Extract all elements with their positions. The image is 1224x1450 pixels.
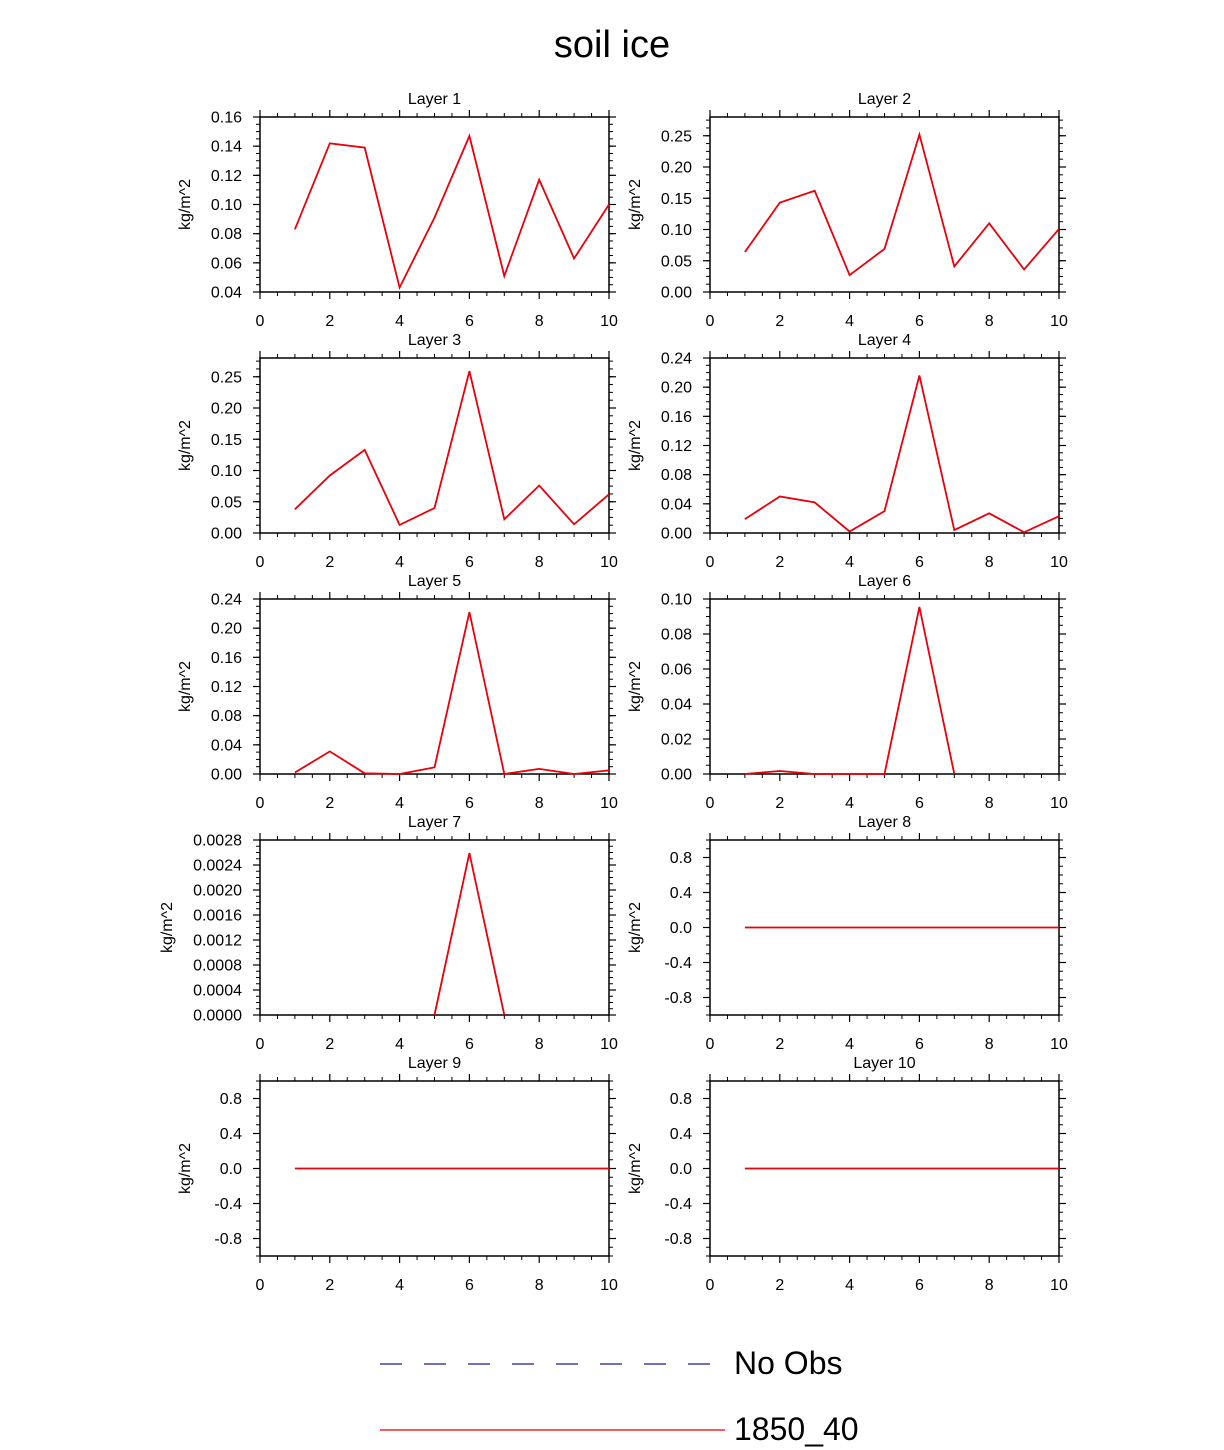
plot-frame xyxy=(260,840,609,1015)
y-axis-label: kg/m^2 xyxy=(627,178,644,231)
x-tick-label: 6 xyxy=(464,795,474,812)
y-tick-label: 0.25 xyxy=(210,369,242,387)
y-tick-label: 0.04 xyxy=(660,496,692,514)
x-tick-label: 2 xyxy=(775,313,785,330)
y-tick-label: 0.15 xyxy=(210,431,242,449)
x-tick-label: 2 xyxy=(325,554,335,571)
plot-frame xyxy=(260,599,609,774)
x-tick-label: 0 xyxy=(705,554,715,571)
y-tick-label: -0.8 xyxy=(664,990,692,1007)
y-tick-label: 0.10 xyxy=(210,463,242,480)
x-tick-label: 4 xyxy=(845,554,855,571)
y-tick-label: 0.4 xyxy=(219,1126,242,1143)
y-tick-label: 0.12 xyxy=(210,679,242,696)
chart-panel xyxy=(627,332,1068,571)
x-tick-label: 0 xyxy=(255,1277,265,1294)
x-tick-label: 6 xyxy=(464,1277,474,1294)
chart-panel xyxy=(177,91,618,330)
y-tick-label: 0.12 xyxy=(210,167,242,185)
y-tick-label: 0.20 xyxy=(660,159,692,177)
y-tick-label: 0.12 xyxy=(660,438,692,455)
series-line xyxy=(435,853,505,1015)
x-tick-label: 4 xyxy=(395,1036,405,1053)
y-axis-label: kg/m^2 xyxy=(627,419,644,472)
x-tick-label: 0 xyxy=(255,795,265,812)
plot-frame xyxy=(710,117,1059,292)
x-tick-label: 0 xyxy=(255,554,265,571)
chart-panel xyxy=(627,91,1068,330)
x-tick-label: 8 xyxy=(534,1277,544,1294)
x-tick-label: 4 xyxy=(845,1036,855,1053)
y-tick-label: 0.24 xyxy=(660,350,692,368)
series-line xyxy=(295,612,609,774)
x-tick-label: 10 xyxy=(1050,313,1068,330)
plot-frame xyxy=(260,117,609,292)
y-tick-label: 0.08 xyxy=(660,626,692,644)
y-tick-label: 0.00 xyxy=(210,766,242,784)
x-tick-label: 10 xyxy=(1050,1036,1068,1053)
x-tick-label: 6 xyxy=(464,313,474,330)
y-tick-label: 0.0008 xyxy=(193,957,242,975)
y-tick-label: 0.06 xyxy=(660,661,692,679)
x-tick-label: 2 xyxy=(325,313,335,330)
y-tick-label: 0.04 xyxy=(210,737,242,755)
panel-title: Layer 9 xyxy=(407,1055,462,1072)
x-tick-label: 10 xyxy=(600,795,618,812)
panel-title: Layer 6 xyxy=(857,573,912,590)
x-tick-label: 8 xyxy=(534,1036,544,1053)
y-tick-label: 0.02 xyxy=(660,731,692,749)
panel-title: Layer 4 xyxy=(857,332,912,349)
panel-title: Layer 10 xyxy=(853,1055,916,1072)
series-line xyxy=(745,607,954,774)
panel-title: Layer 3 xyxy=(407,332,462,349)
y-tick-label: 0.05 xyxy=(660,253,692,271)
y-tick-label: 0.0028 xyxy=(193,832,242,850)
x-tick-label: 8 xyxy=(984,313,994,330)
y-tick-label: -0.4 xyxy=(214,1196,242,1213)
y-tick-label: 0.0016 xyxy=(193,907,242,925)
y-tick-label: 0.16 xyxy=(210,649,242,667)
y-tick-label: 0.16 xyxy=(660,408,692,426)
y-tick-label: 0.16 xyxy=(210,109,242,127)
y-tick-label: 0.05 xyxy=(210,494,242,512)
x-tick-label: 8 xyxy=(984,554,994,571)
y-axis-label: kg/m^2 xyxy=(177,660,194,713)
x-tick-label: 0 xyxy=(705,795,715,812)
x-tick-label: 6 xyxy=(914,554,924,571)
y-axis-label: kg/m^2 xyxy=(177,1142,194,1195)
plot-frame xyxy=(710,599,1059,774)
y-tick-label: 0.08 xyxy=(660,467,692,485)
y-tick-label: 0.10 xyxy=(660,591,692,609)
x-tick-label: 4 xyxy=(845,1277,855,1294)
panel-title: Layer 1 xyxy=(407,91,462,108)
y-tick-label: 0.10 xyxy=(210,197,242,214)
series-line xyxy=(295,136,609,288)
y-axis-label: kg/m^2 xyxy=(177,419,194,472)
x-tick-label: 6 xyxy=(464,1036,474,1053)
y-tick-label: -0.4 xyxy=(664,955,692,972)
x-tick-label: 0 xyxy=(705,1036,715,1053)
legend-dashed-line-icon xyxy=(380,1344,720,1384)
legend-label: 1850_40 xyxy=(734,1411,859,1447)
x-tick-label: 10 xyxy=(600,1277,618,1294)
chart-panel xyxy=(627,1055,1068,1294)
x-tick-label: 6 xyxy=(914,795,924,812)
y-tick-label: 0.08 xyxy=(210,708,242,726)
y-tick-label: -0.4 xyxy=(664,1196,692,1213)
x-tick-label: 2 xyxy=(775,1036,785,1053)
y-tick-label: -0.8 xyxy=(664,1231,692,1248)
x-tick-label: 4 xyxy=(845,795,855,812)
y-axis-label: kg/m^2 xyxy=(627,660,644,713)
x-tick-label: 10 xyxy=(600,313,618,330)
y-tick-label: 0.25 xyxy=(660,128,692,146)
x-tick-label: 2 xyxy=(775,795,785,812)
x-tick-label: 0 xyxy=(255,313,265,330)
x-tick-label: 6 xyxy=(914,313,924,330)
x-tick-label: 8 xyxy=(984,1277,994,1294)
y-tick-label: 0.04 xyxy=(660,696,692,714)
y-tick-label: 0.0012 xyxy=(193,932,242,950)
x-tick-label: 2 xyxy=(775,1277,785,1294)
y-axis-label: kg/m^2 xyxy=(627,901,644,954)
x-tick-label: 4 xyxy=(395,554,405,571)
x-tick-label: 8 xyxy=(984,1036,994,1053)
y-tick-label: 0.0 xyxy=(219,1161,242,1178)
y-tick-label: 0.04 xyxy=(210,284,242,302)
series-line xyxy=(295,371,609,525)
x-tick-label: 6 xyxy=(914,1036,924,1053)
y-tick-label: 0.10 xyxy=(660,222,692,239)
legend-solid-line-icon xyxy=(380,1410,730,1450)
y-tick-label: 0.20 xyxy=(660,379,692,397)
x-tick-label: 8 xyxy=(534,795,544,812)
x-tick-label: 8 xyxy=(534,313,544,330)
y-tick-label: 0.0020 xyxy=(193,882,242,900)
y-tick-label: 0.4 xyxy=(669,885,692,902)
x-tick-label: 8 xyxy=(534,554,544,571)
x-tick-label: 6 xyxy=(464,554,474,571)
y-tick-label: 0.20 xyxy=(210,620,242,638)
y-tick-label: 0.0024 xyxy=(193,857,242,875)
series-line xyxy=(745,135,1059,276)
chart-panel xyxy=(177,332,618,571)
x-tick-label: 10 xyxy=(1050,554,1068,571)
x-tick-label: 0 xyxy=(255,1036,265,1053)
y-tick-label: 0.00 xyxy=(660,525,692,543)
y-tick-label: -0.8 xyxy=(214,1231,242,1248)
series-line xyxy=(745,376,1059,533)
y-tick-label: 0.15 xyxy=(660,190,692,208)
panel-title: Layer 8 xyxy=(857,814,912,831)
y-tick-label: 0.14 xyxy=(210,138,242,156)
x-tick-label: 10 xyxy=(600,1036,618,1053)
x-tick-label: 0 xyxy=(705,1277,715,1294)
y-axis-label: kg/m^2 xyxy=(159,901,176,954)
y-tick-label: 0.0 xyxy=(669,920,692,937)
x-tick-label: 4 xyxy=(395,795,405,812)
y-tick-label: 0.0000 xyxy=(193,1007,242,1025)
chart-panel xyxy=(177,573,618,812)
chart-panel xyxy=(177,1055,618,1294)
y-tick-label: 0.8 xyxy=(219,1091,242,1108)
panel-title: Layer 5 xyxy=(407,573,462,590)
panel-title: Layer 2 xyxy=(857,91,912,108)
x-tick-label: 10 xyxy=(600,554,618,571)
x-tick-label: 4 xyxy=(845,313,855,330)
y-axis-label: kg/m^2 xyxy=(177,178,194,231)
chart-panel xyxy=(159,814,618,1053)
chart-panel xyxy=(627,573,1068,812)
y-tick-label: 0.8 xyxy=(669,850,692,867)
y-axis-label: kg/m^2 xyxy=(627,1142,644,1195)
y-tick-label: 0.24 xyxy=(210,591,242,609)
figure-title: soil ice xyxy=(553,24,671,66)
x-tick-label: 10 xyxy=(1050,1277,1068,1294)
y-tick-label: 0.0004 xyxy=(193,982,242,1000)
x-tick-label: 8 xyxy=(984,795,994,812)
x-tick-label: 2 xyxy=(325,1036,335,1053)
x-tick-label: 4 xyxy=(395,1277,405,1294)
y-tick-label: 0.4 xyxy=(669,1126,692,1143)
x-tick-label: 10 xyxy=(1050,795,1068,812)
y-tick-label: 0.0 xyxy=(669,1161,692,1178)
chart-panel xyxy=(627,814,1068,1053)
x-tick-label: 4 xyxy=(395,313,405,330)
panel-title: Layer 7 xyxy=(407,814,462,831)
y-tick-label: 0.06 xyxy=(210,255,242,273)
y-tick-label: 0.00 xyxy=(660,766,692,784)
x-tick-label: 6 xyxy=(914,1277,924,1294)
x-tick-label: 2 xyxy=(775,554,785,571)
y-tick-label: 0.08 xyxy=(210,226,242,244)
y-tick-label: 0.00 xyxy=(210,525,242,543)
x-tick-label: 2 xyxy=(325,1277,335,1294)
y-tick-label: 0.20 xyxy=(210,400,242,418)
y-tick-label: 0.00 xyxy=(660,284,692,302)
y-tick-label: 0.8 xyxy=(669,1091,692,1108)
legend-label: No Obs xyxy=(734,1345,843,1381)
x-tick-label: 2 xyxy=(325,795,335,812)
x-tick-label: 0 xyxy=(705,313,715,330)
